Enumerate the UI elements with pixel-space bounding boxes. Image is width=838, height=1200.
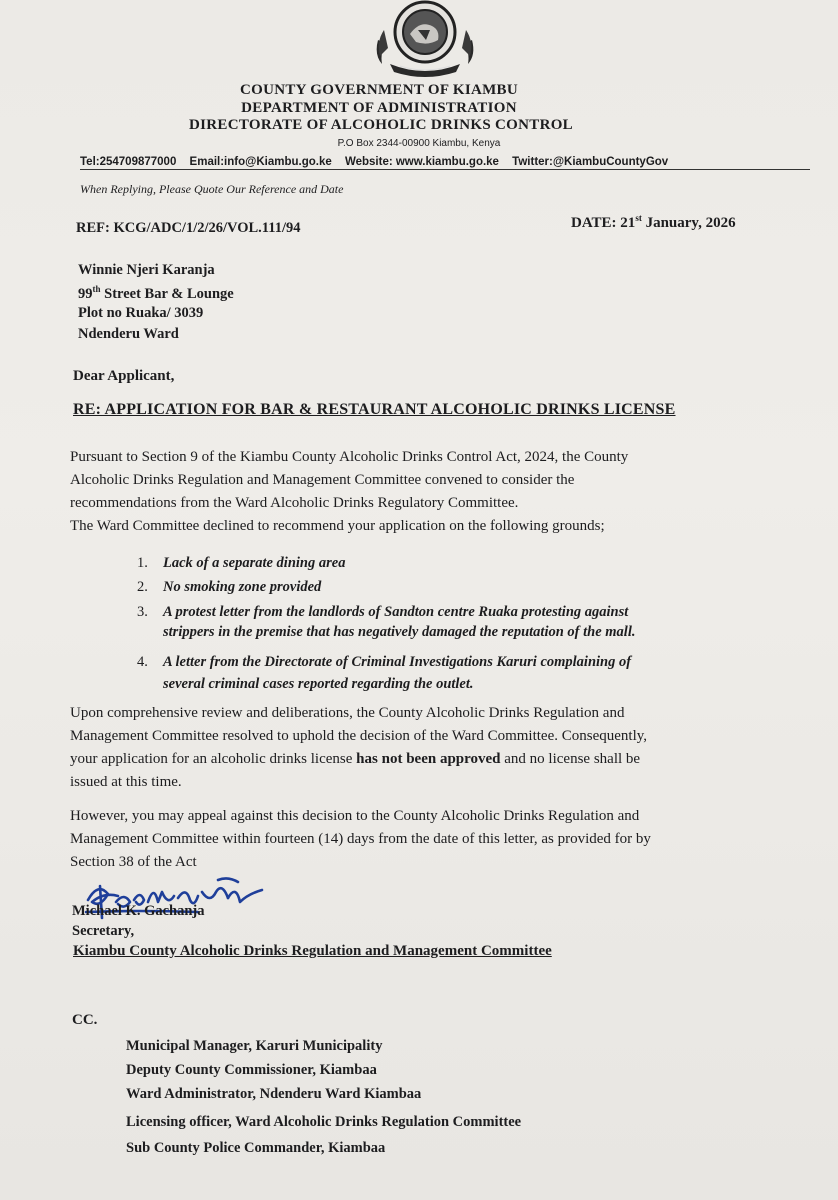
recipient-business: 99th Street Bar & Lounge <box>78 284 234 302</box>
signatory-committee: Kiambu County Alcoholic Drinks Regulation and Management Committee <box>73 943 552 959</box>
cc-recipient: Licensing officer, Ward Alcoholic Drinks Regulation Committee <box>126 1114 522 1130</box>
recipient-name: Winnie Njeri Karanja <box>78 262 215 278</box>
ground-item: 2. No smoking zone provided <box>137 579 322 595</box>
reference-number: REF: KCG/ADC/1/2/26/VOL.111/94 <box>76 220 301 236</box>
reply-note: When Replying, Please Quote Our Reference and Date <box>80 182 344 196</box>
paragraph-3: However, you may appeal against this decision to the County Alcoholic Drinks Regulation and Management Committee within fourteen (14) days from the date of this letter, as provided for by Section 38 of the Act <box>70 808 651 870</box>
department-heading: DEPARTMENT OF ADMINISTRATION <box>241 100 517 116</box>
ground-item: 4. A letter from the Directorate of Criminal Investigations Karuri complaining of <box>137 654 632 670</box>
ground-item-continuation: strippers in the premise that has negatively damaged the reputation of the mall. <box>163 624 636 640</box>
directorate-heading: DIRECTORATE OF ALCOHOLIC DRINKS CONTROL <box>189 117 573 133</box>
cc-recipient: Sub County Police Commander, Kiambaa <box>126 1140 386 1156</box>
ground-item: 3. A protest letter from the landlords of Sandton centre Ruaka protesting against <box>137 604 629 620</box>
cc-recipient: Municipal Manager, Karuri Municipality <box>126 1038 383 1054</box>
salutation: Dear Applicant, <box>73 368 175 384</box>
po-box: P.O Box 2344-00900 Kiambu, Kenya <box>337 138 501 149</box>
website: Website: www.kiambu.go.ke <box>344 156 499 168</box>
contact-line <box>80 156 810 170</box>
letter-date: DATE: 21st January, 2026 <box>571 213 736 231</box>
cc-recipient: Deputy County Commissioner, Kiambaa <box>126 1062 377 1078</box>
subject-line: RE: APPLICATION FOR BAR & RESTAURANT ALCOHOLIC DRINKS LICENSE <box>73 401 676 418</box>
ground-item-continuation: several criminal cases reported regarding the outlet. <box>163 676 474 692</box>
recipient-plot: Plot no Ruaka/ 3039 <box>78 305 204 321</box>
twitter-handle: Twitter:@KiambuCountyGov <box>512 156 669 168</box>
county-emblem-icon <box>370 0 480 78</box>
county-heading: COUNTY GOVERNMENT OF KIAMBU <box>240 82 518 98</box>
recipient-ward: Ndenderu Ward <box>78 326 179 342</box>
cc-recipient: Ward Administrator, Ndenderu Ward Kiambaa <box>126 1086 422 1102</box>
telephone: Tel:254709877000 <box>80 156 177 168</box>
paragraph-1: Pursuant to Section 9 of the Kiambu County Alcoholic Drinks Control Act, 2024, the County Alcoholic Drinks Regulation and Management Committee convened to consider the recommendations from the Ward Alcoholic Drinks Regulatory Committee. The Ward Committee declined to recommend your application on the following grounds; <box>70 449 629 534</box>
email: Email:info@Kiambu.go.ke <box>189 156 332 168</box>
signatory-name: Michael K. Gachanja <box>72 903 205 919</box>
cc-label: CC. <box>72 1012 98 1028</box>
paragraph-2: Upon comprehensive review and deliberations, the County Alcoholic Drinks Regulation and Management Committee resolved to uphold the decision of the Ward Committee. Consequently, your application for an alcoholic drinks license has not been approved and no license shall be issued at this time. <box>70 705 648 790</box>
ground-item: 1. Lack of a separate dining area <box>137 555 346 571</box>
signatory-title: Secretary, <box>72 923 135 939</box>
